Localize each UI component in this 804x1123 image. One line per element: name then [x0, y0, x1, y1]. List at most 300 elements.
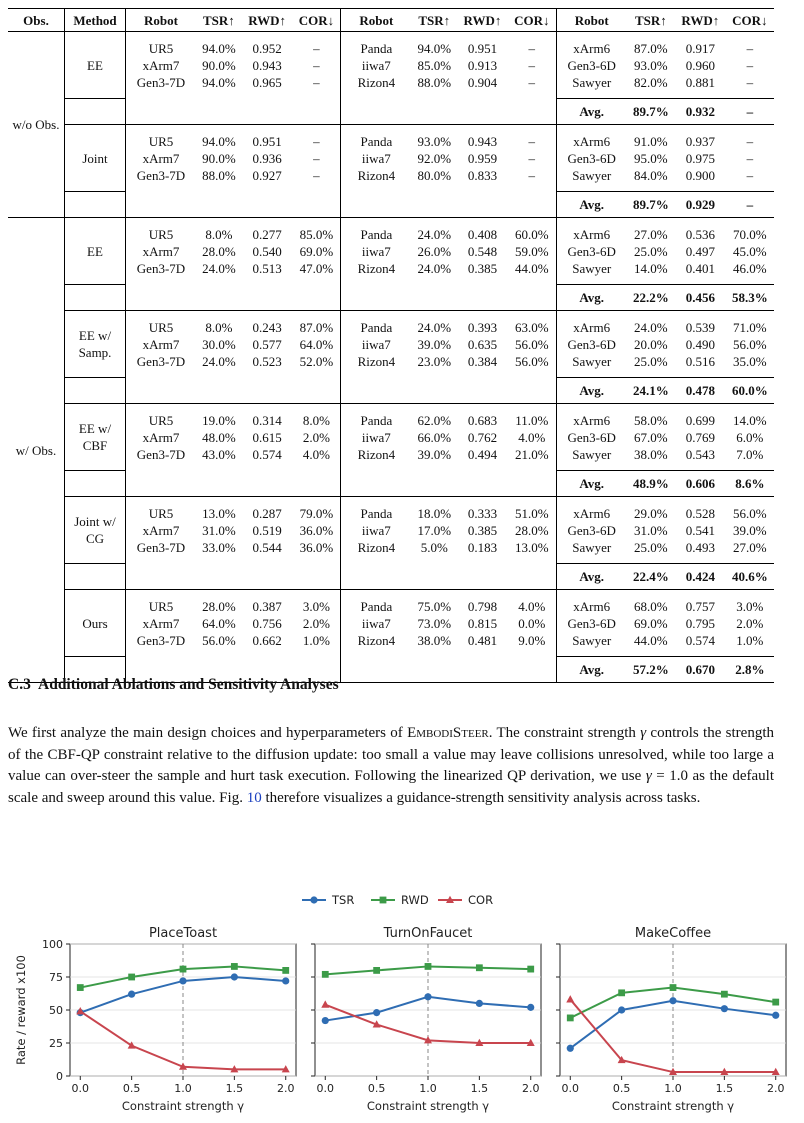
- metric-value: 33.0%: [202, 539, 236, 555]
- table-cell: [726, 649, 774, 657]
- table-cell: [726, 277, 774, 285]
- figure-reference-link[interactable]: 10: [246, 789, 262, 806]
- results-table: [8, 8, 774, 683]
- metric-value: 0.927: [252, 167, 282, 183]
- table-cell: [457, 218, 508, 226]
- metric-value: 0.543: [685, 446, 715, 462]
- metric-value: 44.0%: [634, 632, 668, 648]
- table-cell: [242, 125, 293, 133]
- metric-value: 29.0%: [634, 505, 668, 521]
- table-cell: [126, 556, 197, 564]
- table-cell: [508, 497, 556, 505]
- avg-value: 58.3%: [726, 285, 774, 311]
- metric-value: –: [746, 150, 754, 166]
- robot-name: Sawyer: [556, 74, 627, 91]
- table-row: [8, 404, 774, 412]
- metric-value: 8.0%: [302, 412, 330, 428]
- table-cell: [196, 564, 242, 590]
- robot-name: Panda: [341, 226, 412, 243]
- table-cell: [627, 311, 675, 319]
- avg-label: Avg.: [556, 192, 627, 218]
- method-avg-spacer: [65, 564, 126, 590]
- metric-value: 0.540: [252, 243, 282, 259]
- metric-value: 0.943: [252, 57, 282, 73]
- table-cell: [726, 463, 774, 471]
- metric-value: 39.0%: [733, 522, 767, 538]
- table-cell: [341, 277, 412, 285]
- method-label: EE: [65, 32, 126, 99]
- table-cell: [675, 404, 726, 412]
- table-cell: [196, 184, 242, 192]
- table-cell: [627, 556, 675, 564]
- table-cell: [196, 378, 242, 404]
- metric-value: –: [528, 40, 535, 56]
- robot-name: Gen3-6D: [556, 57, 627, 74]
- metric-value: 0.757: [685, 598, 715, 614]
- metric-value: 60.0%: [514, 226, 549, 242]
- table-cell: [675, 497, 726, 505]
- table-cell: [292, 370, 340, 378]
- metric-value: 44.0%: [514, 260, 549, 276]
- data-point-rwd: [77, 984, 84, 991]
- table-cell: [196, 649, 242, 657]
- metric-value: –: [313, 133, 320, 149]
- metric-value: 13.0%: [514, 539, 549, 555]
- table-cell: [411, 32, 457, 40]
- robot-name: Gen3-6D: [556, 615, 627, 632]
- method-name: EmbodiSteer: [407, 725, 489, 741]
- table-cell: [411, 657, 457, 683]
- table-cell: [341, 192, 412, 218]
- robot-name: xArm6: [556, 226, 627, 243]
- table-cell: [126, 497, 197, 505]
- metric-value: 0.536: [685, 226, 715, 242]
- metric-value: 28.0%: [202, 243, 236, 259]
- table-cell: [508, 471, 556, 497]
- legend-marker-tsr: [310, 896, 317, 903]
- table-cell: [242, 218, 293, 226]
- table-row: [8, 471, 774, 497]
- table-row: [8, 564, 774, 590]
- table-row: [8, 590, 774, 598]
- table-row: [8, 218, 774, 226]
- method-avg-spacer: [65, 378, 126, 404]
- table-cell: [556, 125, 627, 133]
- data-point-tsr: [424, 993, 431, 1000]
- metric-value: 56.0%: [514, 336, 549, 352]
- metric-value: 79.0%: [299, 505, 334, 521]
- metric-value: 59.0%: [514, 243, 549, 259]
- robot-name: xArm6: [556, 133, 627, 150]
- metric-value: 68.0%: [634, 598, 668, 614]
- avg-label: Avg.: [556, 285, 627, 311]
- table-cell: [457, 404, 508, 412]
- metric-value: 21.0%: [514, 446, 549, 462]
- data-point-tsr: [618, 1006, 625, 1013]
- x-tick-label: 0.5: [367, 1082, 386, 1095]
- avg-value: 89.7%: [627, 192, 675, 218]
- robot-name: UR5: [126, 226, 197, 243]
- table-cell: [508, 378, 556, 404]
- metric-value: –: [528, 133, 535, 149]
- section-heading: [8, 676, 339, 694]
- metric-value: 88.0%: [417, 74, 452, 90]
- metric-value: 75.0%: [417, 598, 452, 614]
- table-cell: [726, 218, 774, 226]
- table-cell: [675, 277, 726, 285]
- table-cell: [242, 370, 293, 378]
- obs-group-label: w/ Obs.: [8, 218, 65, 683]
- metric-value: 0.662: [252, 632, 282, 648]
- table-cell: [196, 285, 242, 311]
- table-cell: [126, 378, 197, 404]
- table-cell: [341, 311, 412, 319]
- table-cell: [196, 463, 242, 471]
- table-cell: [508, 99, 556, 125]
- avg-value: 8.6%: [726, 471, 774, 497]
- metric-value: 0.959: [467, 150, 498, 166]
- table-cell: [292, 463, 340, 471]
- header-tsr: TSR↑: [634, 12, 667, 28]
- metric-value: 25.0%: [634, 353, 668, 369]
- metric-value: 0.493: [685, 539, 715, 555]
- table-cell: [126, 463, 197, 471]
- table-cell: [126, 192, 197, 218]
- table-cell: [726, 184, 774, 192]
- table-cell: [341, 657, 412, 683]
- table-cell: [341, 125, 412, 133]
- table-cell: [675, 218, 726, 226]
- metric-value: 91.0%: [634, 133, 668, 149]
- y-axis-label: Rate / reward x100: [14, 955, 28, 1065]
- metric-value: 36.0%: [299, 539, 334, 555]
- table-cell: [341, 91, 412, 99]
- metric-value: 0.937: [685, 133, 715, 149]
- avg-label: Avg.: [556, 471, 627, 497]
- section-title: Additional Ablations and Sensitivity Analyses: [38, 676, 339, 693]
- robot-name: UR5: [126, 319, 197, 336]
- header-cor: COR↓: [298, 12, 335, 28]
- table-cell: [411, 404, 457, 412]
- table-cell: [126, 649, 197, 657]
- table-cell: [341, 285, 412, 311]
- table-cell: [627, 218, 675, 226]
- table-cell: [341, 370, 412, 378]
- table-cell: [627, 184, 675, 192]
- avg-label: Avg.: [556, 378, 627, 404]
- table-cell: [675, 649, 726, 657]
- table-cell: [508, 370, 556, 378]
- metric-value: 0.333: [467, 505, 498, 521]
- table-cell: [457, 125, 508, 133]
- table-cell: [675, 311, 726, 319]
- metric-value: 24.0%: [202, 353, 236, 369]
- metric-value: 8.0%: [205, 319, 233, 335]
- avg-value: 22.4%: [627, 564, 675, 590]
- metric-value: 36.0%: [299, 522, 334, 538]
- x-axis-label: Constraint strength γ: [611, 1099, 735, 1113]
- robot-name: Sawyer: [556, 260, 627, 277]
- table-cell: [126, 564, 197, 590]
- robot-name: Rizon4: [341, 260, 412, 277]
- data-point-tsr: [231, 973, 238, 980]
- x-tick-label: 1.5: [470, 1082, 489, 1095]
- table-cell: [457, 285, 508, 311]
- data-point-rwd: [772, 999, 779, 1006]
- metric-value: 93.0%: [417, 133, 452, 149]
- metric-value: 0.384: [467, 353, 498, 369]
- avg-value: 89.7%: [627, 99, 675, 125]
- avg-value: 40.6%: [726, 564, 774, 590]
- robot-name: Gen3-7D: [126, 353, 197, 370]
- robot-name: Gen3-7D: [126, 74, 197, 91]
- metric-value: 0.528: [685, 505, 715, 521]
- metric-value: 80.0%: [417, 167, 452, 183]
- table-cell: [556, 91, 627, 99]
- data-point-tsr: [476, 1000, 483, 1007]
- robot-name: Sawyer: [556, 539, 627, 556]
- metric-value: 4.0%: [518, 429, 546, 445]
- table-cell: [292, 277, 340, 285]
- table-cell: [196, 99, 242, 125]
- table-cell: [196, 370, 242, 378]
- robot-name: Panda: [341, 412, 412, 429]
- metric-value: 1.0%: [302, 632, 330, 648]
- table-cell: [341, 378, 412, 404]
- table-cell: [457, 99, 508, 125]
- robot-name: Panda: [341, 319, 412, 336]
- robot-name: UR5: [126, 505, 197, 522]
- metric-value: 8.0%: [205, 226, 233, 242]
- data-point-rwd: [128, 974, 135, 981]
- metric-value: 56.0%: [514, 353, 549, 369]
- metric-value: 56.0%: [733, 505, 767, 521]
- metric-value: 0.913: [467, 57, 498, 73]
- table-cell: [726, 32, 774, 40]
- metric-value: 0.541: [685, 522, 715, 538]
- data-point-rwd: [618, 989, 625, 996]
- method-avg-spacer: [65, 285, 126, 311]
- table-cell: [341, 184, 412, 192]
- metric-value: 69.0%: [634, 615, 668, 631]
- avg-label: Avg.: [556, 657, 627, 683]
- method-label: Joint: [65, 125, 126, 192]
- data-point-tsr: [669, 997, 676, 1004]
- metric-value: 64.0%: [299, 336, 334, 352]
- metric-value: 94.0%: [202, 133, 236, 149]
- table-cell: [292, 649, 340, 657]
- metric-value: 0.756: [252, 615, 282, 631]
- metric-value: 20.0%: [634, 336, 668, 352]
- header-method: Method: [65, 9, 126, 32]
- metric-value: 28.0%: [202, 598, 236, 614]
- method-label: Joint w/ CG: [65, 497, 126, 564]
- metric-value: 0.798: [467, 598, 498, 614]
- table-cell: [292, 378, 340, 404]
- table-cell: [292, 590, 340, 598]
- table-cell: [457, 471, 508, 497]
- metric-value: 4.0%: [518, 598, 546, 614]
- table-cell: [627, 497, 675, 505]
- avg-value: 0.932: [675, 99, 726, 125]
- table-cell: [508, 311, 556, 319]
- metric-value: 7.0%: [736, 446, 764, 462]
- table-cell: [726, 125, 774, 133]
- table-cell: [341, 404, 412, 412]
- metric-value: 27.0%: [733, 539, 767, 555]
- table-cell: [411, 463, 457, 471]
- table-cell: [508, 590, 556, 598]
- metric-value: 5.0%: [420, 539, 448, 555]
- metric-value: 23.0%: [417, 353, 452, 369]
- table-cell: [627, 370, 675, 378]
- metric-value: 90.0%: [202, 57, 236, 73]
- metric-value: 0.497: [685, 243, 715, 259]
- avg-value: 22.2%: [627, 285, 675, 311]
- avg-value: 0.606: [675, 471, 726, 497]
- table-cell: [457, 564, 508, 590]
- table-cell: [508, 32, 556, 40]
- metric-value: 0.523: [252, 353, 282, 369]
- metric-value: 69.0%: [299, 243, 334, 259]
- data-point-rwd: [425, 963, 432, 970]
- data-point-tsr: [527, 1004, 534, 1011]
- metric-value: –: [746, 57, 754, 73]
- table-cell: [126, 404, 197, 412]
- metric-value: 70.0%: [733, 226, 767, 242]
- table-cell: [242, 378, 293, 404]
- table-cell: [196, 311, 242, 319]
- metric-value: 0.900: [685, 167, 715, 183]
- metric-value: 25.0%: [634, 539, 668, 555]
- table-cell: [457, 192, 508, 218]
- table-cell: [292, 192, 340, 218]
- avg-value: 48.9%: [627, 471, 675, 497]
- metric-value: 39.0%: [417, 446, 452, 462]
- metric-value: 0.548: [467, 243, 498, 259]
- metric-value: 0.574: [685, 632, 715, 648]
- metric-value: 94.0%: [202, 40, 236, 56]
- table-cell: [457, 657, 508, 683]
- metric-value: 0.951: [467, 40, 498, 56]
- table-cell: [242, 32, 293, 40]
- table-cell: [242, 91, 293, 99]
- metric-value: –: [313, 74, 320, 90]
- robot-name: Sawyer: [556, 632, 627, 649]
- robot-name: Sawyer: [556, 446, 627, 463]
- metric-value: 6.0%: [736, 429, 764, 445]
- metric-value: 0.494: [467, 446, 498, 462]
- data-point-tsr: [282, 977, 289, 984]
- table-cell: [292, 404, 340, 412]
- table-cell: [292, 184, 340, 192]
- metric-value: 35.0%: [733, 353, 767, 369]
- table-cell: [726, 91, 774, 99]
- x-axis-label: Constraint strength γ: [121, 1099, 245, 1113]
- metric-value: 0.574: [252, 446, 282, 462]
- metric-value: 58.0%: [634, 412, 668, 428]
- robot-name: Gen3-6D: [556, 243, 627, 260]
- robot-name: iiwa7: [341, 243, 412, 260]
- metric-value: 3.0%: [736, 598, 764, 614]
- table-cell: [556, 184, 627, 192]
- data-point-rwd: [231, 963, 238, 970]
- header-obs: Obs.: [23, 12, 49, 28]
- x-tick-label: 2.0: [766, 1082, 785, 1095]
- table-cell: [242, 564, 293, 590]
- table-cell: [126, 91, 197, 99]
- metric-value: 0.401: [685, 260, 715, 276]
- robot-name: xArm7: [126, 429, 197, 446]
- table-cell: [341, 471, 412, 497]
- robot-name: xArm6: [556, 412, 627, 429]
- table-cell: [341, 590, 412, 598]
- metric-value: 38.0%: [634, 446, 668, 462]
- table-cell: [457, 32, 508, 40]
- method-avg-spacer: [65, 471, 126, 497]
- table-cell: [627, 91, 675, 99]
- metric-value: 0.577: [252, 336, 282, 352]
- robot-name: xArm7: [126, 150, 197, 167]
- table-cell: [508, 564, 556, 590]
- table-cell: [411, 192, 457, 218]
- avg-value: –: [726, 192, 774, 218]
- x-tick-label: 0.0: [561, 1082, 580, 1095]
- table-cell: [126, 184, 197, 192]
- table-cell: [411, 184, 457, 192]
- data-point-tsr: [179, 977, 186, 984]
- data-point-rwd: [721, 991, 728, 998]
- metric-value: 25.0%: [634, 243, 668, 259]
- metric-value: 4.0%: [302, 446, 330, 462]
- metric-value: 0.539: [685, 319, 715, 335]
- table-cell: [457, 311, 508, 319]
- metric-value: 2.0%: [302, 615, 330, 631]
- metric-value: 51.0%: [514, 505, 549, 521]
- avg-value: 0.478: [675, 378, 726, 404]
- metric-value: 0.960: [685, 57, 715, 73]
- x-tick-label: 2.0: [521, 1082, 540, 1095]
- y-tick-label: 0: [56, 1070, 63, 1083]
- avg-value: 60.0%: [726, 378, 774, 404]
- table-cell: [627, 32, 675, 40]
- method-avg-spacer: [65, 99, 126, 125]
- metric-value: 43.0%: [202, 446, 236, 462]
- table-cell: [627, 125, 675, 133]
- table-cell: [726, 370, 774, 378]
- data-point-tsr: [128, 991, 135, 998]
- table-cell: [411, 471, 457, 497]
- metric-value: 0.513: [252, 260, 282, 276]
- table-cell: [196, 497, 242, 505]
- table-row: [8, 125, 774, 133]
- table-cell: [457, 497, 508, 505]
- metric-value: 24.0%: [417, 226, 452, 242]
- table-cell: [457, 370, 508, 378]
- metric-value: 24.0%: [417, 260, 452, 276]
- gamma-symbol: γ: [640, 725, 647, 741]
- metric-value: 82.0%: [634, 74, 668, 90]
- table-cell: [341, 564, 412, 590]
- avg-value: 0.424: [675, 564, 726, 590]
- avg-value: 24.1%: [627, 378, 675, 404]
- table-cell: [508, 184, 556, 192]
- table-cell: [242, 590, 293, 598]
- table-cell: [726, 556, 774, 564]
- table-cell: [411, 99, 457, 125]
- data-point-rwd: [373, 967, 380, 974]
- metric-value: 66.0%: [417, 429, 452, 445]
